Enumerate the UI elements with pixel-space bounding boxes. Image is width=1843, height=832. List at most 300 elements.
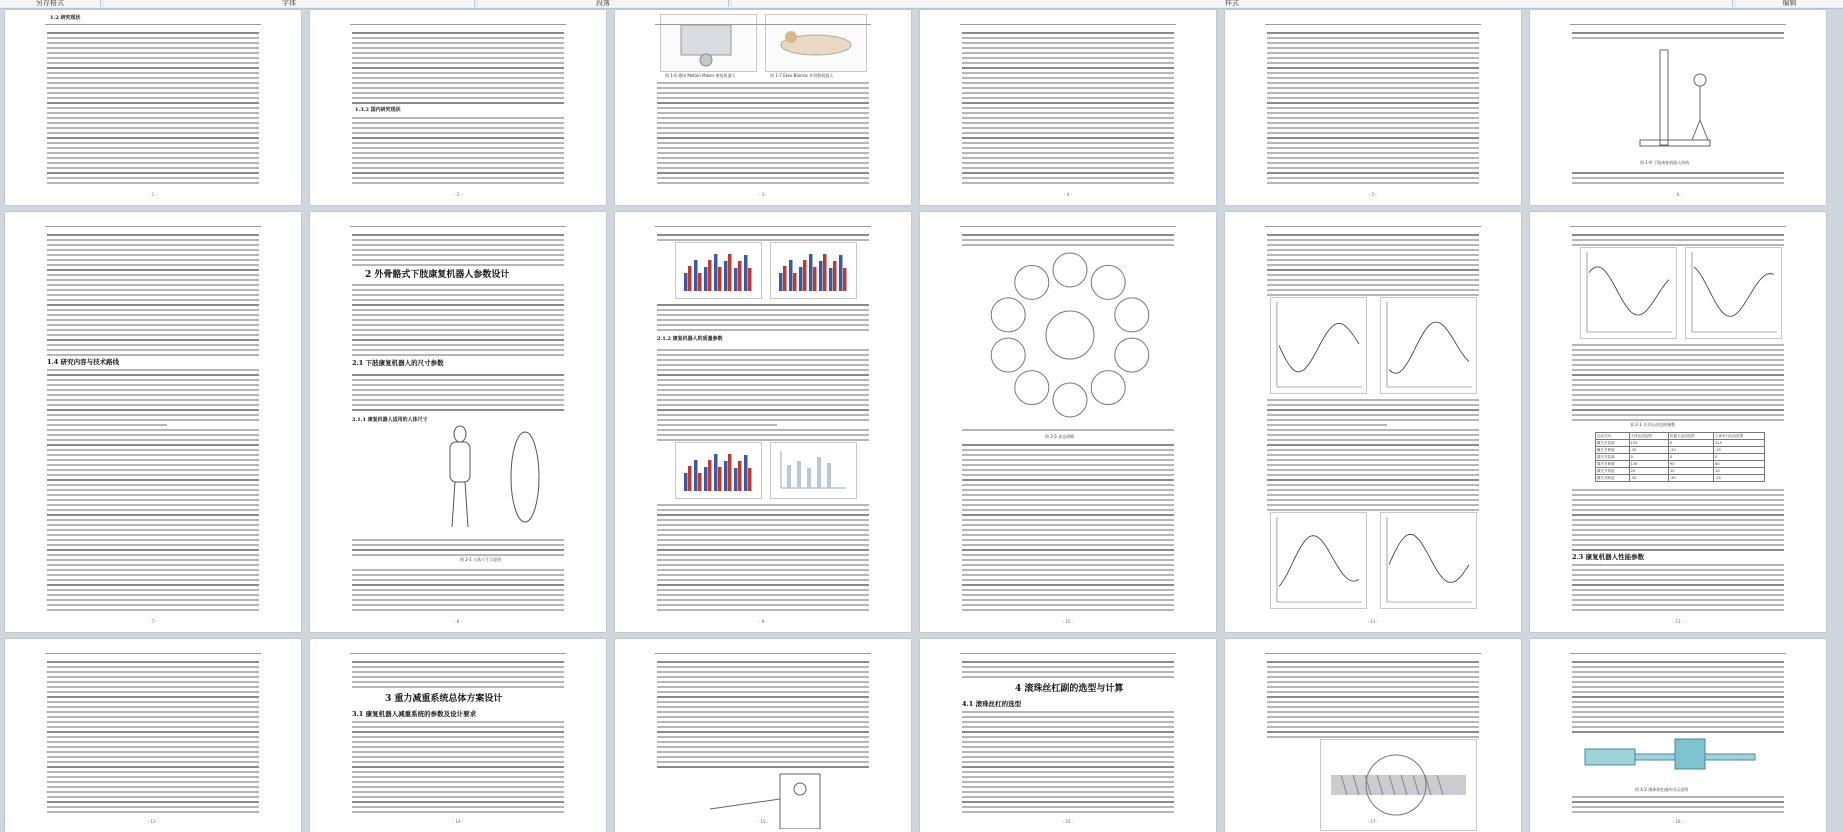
text-line [352, 409, 564, 411]
text-line [962, 549, 1174, 551]
text-line [47, 589, 259, 591]
text-line [657, 152, 869, 154]
document-page-2[interactable] [310, 10, 606, 205]
text-line [657, 756, 869, 758]
text-line [1267, 666, 1479, 668]
text-line [1267, 469, 1479, 471]
text-line [657, 122, 869, 124]
document-page-1[interactable] [5, 10, 301, 205]
text-line [657, 97, 869, 99]
text-line [1572, 494, 1784, 496]
text-line [1572, 344, 1784, 346]
bar-mark [694, 460, 698, 491]
text-line [352, 167, 564, 169]
text-line [1572, 681, 1784, 683]
text-line [962, 594, 1174, 596]
page-header-rule [1265, 24, 1481, 25]
text-line [1267, 686, 1479, 688]
text-line [1572, 374, 1784, 376]
text-line [352, 142, 564, 144]
bar-mark [698, 473, 702, 491]
text-line [47, 559, 259, 561]
text-line [352, 404, 564, 406]
text-line [962, 736, 1174, 738]
text-line [1572, 589, 1784, 591]
page-header-rule [350, 653, 566, 654]
text-line [657, 399, 869, 401]
text-line [1572, 239, 1784, 241]
bar-mark [688, 466, 692, 491]
text-line [47, 142, 259, 144]
text-line [962, 599, 1174, 601]
table-cell: 髋关节屈曲 [1596, 440, 1630, 447]
document-page-8[interactable] [310, 212, 606, 632]
gait-phase-circle [991, 338, 1025, 372]
text-line [962, 569, 1174, 571]
subsection-heading: 2.1.2 康复机器人的质量参数 [657, 336, 723, 342]
text-line [1267, 52, 1479, 54]
text-line [657, 434, 869, 436]
text-line [1572, 514, 1784, 516]
text-line [352, 52, 564, 54]
text-line [962, 564, 1174, 566]
text-line [1572, 726, 1784, 728]
text-line [657, 234, 869, 236]
text-line [962, 811, 1174, 813]
bar-mark [714, 454, 718, 491]
text-line [962, 459, 1174, 461]
text-line [657, 404, 869, 406]
text-line [657, 726, 869, 728]
text-line [47, 177, 259, 179]
text-line [962, 574, 1174, 576]
text-line [1572, 524, 1784, 526]
text-line [1572, 711, 1784, 713]
text-line [1572, 801, 1784, 803]
text-line [352, 681, 564, 683]
text-line [47, 299, 259, 301]
text-line [47, 519, 259, 521]
text-line [47, 756, 259, 758]
text-line [962, 514, 1174, 516]
page-header-rule [350, 226, 566, 227]
text-line [352, 132, 564, 134]
figure-caption: 图 4-2 滚珠丝杠副传动示意图 [1635, 787, 1689, 792]
text-line [47, 339, 259, 341]
text-line [352, 379, 564, 381]
table-cell: 0 [1669, 454, 1714, 461]
page-number: - 13 - [147, 819, 159, 824]
text-line [352, 726, 564, 728]
text-line [47, 806, 259, 808]
table-cell: 0 [1714, 454, 1765, 461]
text-line [962, 157, 1174, 159]
table-cell: 135 [1629, 461, 1668, 468]
3d-chart-figure [770, 442, 857, 499]
text-line [1572, 609, 1784, 611]
text-line [962, 529, 1174, 531]
text-line [1267, 137, 1479, 139]
text-line [1572, 489, 1784, 491]
text-line [962, 791, 1174, 793]
document-page-4[interactable] [920, 10, 1216, 205]
text-line [352, 584, 564, 586]
text-line [1572, 701, 1784, 703]
text-line [657, 424, 777, 426]
table-cell: -20 [1669, 447, 1714, 454]
text-line [657, 711, 869, 713]
text-line [352, 329, 564, 331]
text-line [47, 716, 259, 718]
bar-mark [793, 273, 797, 291]
text-line [1572, 414, 1784, 416]
text-line [1267, 661, 1479, 663]
figure-caption: 图 1-6 德国 Motion Maker 康复机器人 [665, 73, 736, 78]
text-line [352, 349, 564, 351]
text-line [47, 182, 259, 184]
text-line [962, 454, 1174, 456]
text-line [1267, 112, 1479, 114]
text-line [352, 354, 564, 356]
text-line [352, 661, 564, 663]
table-cell: 髋关节伸展 [1596, 447, 1630, 454]
document-page-14[interactable] [310, 639, 606, 832]
text-line [1572, 731, 1784, 733]
table-row [1596, 447, 1765, 454]
text-line [962, 127, 1174, 129]
text-line [47, 539, 259, 541]
text-line [962, 741, 1174, 743]
table-cell: 10 [1714, 468, 1765, 475]
page-number: - 2 - [454, 192, 462, 197]
text-line [352, 244, 564, 246]
text-line [1267, 676, 1479, 678]
text-line [1572, 706, 1784, 708]
figure-caption: 图 1-9 下肢康复机器人结构 [1640, 160, 1690, 165]
text-line [352, 117, 564, 119]
curve-line [1589, 267, 1669, 315]
document-page-9[interactable] [615, 212, 911, 632]
text-line [1267, 102, 1479, 104]
chapter-title: 3 重力减重系统总体方案设计 [385, 694, 503, 704]
document-page-17[interactable] [1225, 639, 1521, 832]
text-line [352, 82, 564, 84]
text-line [1267, 294, 1479, 296]
bar-mark [734, 268, 738, 291]
text-line [962, 509, 1174, 511]
document-page-18[interactable] [1530, 639, 1826, 832]
text-line [1267, 439, 1479, 441]
text-line [657, 429, 869, 431]
text-line [1267, 419, 1479, 421]
axis-line [1277, 517, 1362, 602]
document-page-3[interactable] [615, 10, 911, 205]
table-header-cell: 人体步行运动范围 [1714, 433, 1765, 440]
tab-font[interactable]: 字体 [104, 0, 475, 7]
text-line [352, 97, 564, 99]
document-page-6[interactable] [1530, 10, 1826, 205]
section-heading: 1.2 研究现状 [50, 15, 81, 21]
table-cell: 125 [1629, 440, 1668, 447]
text-line [1267, 716, 1479, 718]
text-line [47, 157, 259, 159]
table-header-cell: 机器人运动范围 [1669, 433, 1714, 440]
text-line [962, 721, 1174, 723]
text-line [962, 137, 1174, 139]
text-line [1267, 152, 1479, 154]
text-line [657, 439, 869, 441]
tab-save-format[interactable]: 另存格式 [0, 0, 101, 7]
text-line [1572, 806, 1784, 808]
text-line [657, 696, 869, 698]
text-line [962, 147, 1174, 149]
axis-line [1692, 252, 1777, 332]
text-line [47, 239, 259, 241]
text-line [1267, 239, 1479, 241]
text-line [657, 671, 869, 673]
text-line [47, 137, 259, 139]
text-line [47, 666, 259, 668]
page-number: - 18 - [1672, 819, 1684, 824]
bar-mark [789, 260, 793, 291]
text-line [1572, 394, 1784, 396]
text-line [657, 599, 869, 601]
text-line [47, 72, 259, 74]
document-page-10[interactable] [920, 212, 1216, 632]
text-line [962, 464, 1174, 466]
text-line [47, 766, 259, 768]
text-line [657, 676, 869, 678]
text-line [352, 62, 564, 64]
text-line [1267, 77, 1479, 79]
text-line [47, 676, 259, 678]
text-line [657, 584, 869, 586]
text-line [1267, 274, 1479, 276]
text-line [962, 534, 1174, 536]
text-line [657, 107, 869, 109]
text-line [962, 52, 1174, 54]
text-line [1572, 504, 1784, 506]
bar-mark [694, 260, 698, 291]
chapter-title: 2 外骨骼式下肢康复机器人参数设计 [365, 270, 510, 280]
document-page-16[interactable] [920, 639, 1216, 832]
table-header-cell: 运动方向 [1596, 433, 1630, 440]
text-line [47, 172, 259, 174]
table-cell: -30 [1629, 447, 1668, 454]
bar-mark [684, 273, 688, 291]
text-line [1267, 509, 1479, 511]
text-line [657, 604, 869, 606]
text-line [352, 32, 564, 34]
text-line [1572, 389, 1784, 391]
text-line [352, 766, 564, 768]
text-line [47, 479, 259, 481]
text-line [47, 484, 259, 486]
text-line [1267, 269, 1479, 271]
text-line [1267, 87, 1479, 89]
text-line [1267, 289, 1479, 291]
text-line [962, 77, 1174, 79]
text-line [352, 37, 564, 39]
text-line [962, 122, 1174, 124]
text-line [47, 599, 259, 601]
text-line [962, 716, 1174, 718]
text-line [47, 162, 259, 164]
text-line [47, 264, 259, 266]
text-line [47, 686, 259, 688]
text-line [1267, 92, 1479, 94]
text-line [47, 584, 259, 586]
text-line [1267, 489, 1479, 491]
text-line [352, 289, 564, 291]
text-line [47, 304, 259, 306]
page-header-rule [1570, 653, 1786, 654]
text-line [1267, 474, 1479, 476]
text-line [47, 147, 259, 149]
document-page-7[interactable] [5, 212, 301, 632]
table-cell: 膝关节伸展 [1596, 461, 1630, 468]
gait-cycle-figure [975, 247, 1165, 422]
text-line [352, 806, 564, 808]
text-line [657, 691, 869, 693]
text-line [1267, 147, 1479, 149]
text-line [47, 244, 259, 246]
text-line [1572, 359, 1784, 361]
page-number: - 11 - [1367, 619, 1379, 624]
page-header-rule [45, 24, 261, 25]
text-line [352, 177, 564, 179]
text-line [352, 604, 564, 606]
text-line [1267, 494, 1479, 496]
tab-edit[interactable]: 编辑 [1736, 0, 1843, 7]
page-header-rule [1265, 653, 1481, 654]
text-line [47, 374, 259, 376]
text-line [657, 589, 869, 591]
text-line [47, 549, 259, 551]
text-line [962, 771, 1174, 773]
text-line [47, 289, 259, 291]
page-header-rule [960, 24, 1176, 25]
text-line [1572, 811, 1784, 813]
text-line [352, 574, 564, 576]
text-line [47, 696, 259, 698]
page-header-rule [655, 24, 871, 25]
text-line [352, 736, 564, 738]
text-line [657, 414, 869, 416]
text-line [962, 796, 1174, 798]
text-line [352, 771, 564, 773]
tab-styles[interactable]: 样式 [732, 0, 1733, 7]
joint-angle-figure [1270, 512, 1367, 609]
document-page-13[interactable] [5, 639, 301, 832]
text-line [657, 509, 869, 511]
text-line [657, 369, 869, 371]
text-line [962, 132, 1174, 134]
text-line [47, 711, 259, 713]
bar-mark [734, 468, 738, 491]
gait-phase-circle [1091, 371, 1125, 405]
text-line [1572, 177, 1784, 179]
text-line [1267, 504, 1479, 506]
text-line [47, 439, 259, 441]
text-line [1572, 549, 1784, 551]
bar-mark [684, 473, 688, 491]
page-number: - 5 - [1369, 192, 1377, 197]
text-line [352, 122, 564, 124]
text-line [47, 661, 259, 663]
axis-line [1277, 302, 1362, 387]
text-line [1572, 691, 1784, 693]
table-cell: 60 [1714, 461, 1765, 468]
text-line [657, 681, 869, 683]
gait-phase-circle [1015, 371, 1049, 405]
bar-mark [839, 255, 843, 291]
text-line [962, 72, 1174, 74]
text-line [1267, 671, 1479, 673]
section-heading: 4.1 滚珠丝杠的选型 [962, 700, 1022, 708]
document-page-11[interactable] [1225, 212, 1521, 632]
text-line [47, 514, 259, 516]
text-line [352, 686, 564, 688]
text-line [962, 726, 1174, 728]
page-header-rule [1570, 226, 1786, 227]
text-line [657, 309, 869, 311]
text-line [352, 544, 564, 546]
text-line [47, 404, 259, 406]
text-line [352, 374, 564, 376]
text-line [352, 147, 564, 149]
text-line [47, 32, 259, 34]
text-line [657, 554, 869, 556]
chapter-title: 4 滚珠丝杠副的选型与计算 [1015, 684, 1124, 694]
document-page-15[interactable] [615, 639, 911, 832]
text-line [352, 384, 564, 386]
text-line [962, 172, 1174, 174]
text-line [962, 676, 1174, 678]
robot-structure-figure [1600, 40, 1750, 155]
text-line [47, 504, 259, 506]
text-line [352, 314, 564, 316]
bar-mark [783, 266, 787, 291]
text-line [962, 37, 1174, 39]
text-line [47, 811, 259, 813]
bar-mark [779, 273, 783, 291]
text-line [47, 574, 259, 576]
page-number: - 9 - [759, 619, 767, 624]
text-line [657, 349, 869, 351]
text-line [47, 731, 259, 733]
text-line [1572, 594, 1784, 596]
document-page-5[interactable] [1225, 10, 1521, 205]
document-page-12[interactable] [1530, 212, 1826, 632]
text-line [962, 449, 1174, 451]
text-line [657, 324, 869, 326]
text-line [1572, 529, 1784, 531]
text-line [1267, 681, 1479, 683]
text-line [657, 87, 869, 89]
text-line [1572, 354, 1784, 356]
text-line [1572, 172, 1784, 174]
text-line [962, 167, 1174, 169]
page-number: - 6 - [1674, 192, 1682, 197]
text-line [657, 766, 869, 768]
text-line [962, 554, 1174, 556]
text-line [47, 394, 259, 396]
text-line [657, 609, 869, 611]
text-line [657, 721, 869, 723]
text-line [352, 741, 564, 743]
tab-paragraph[interactable]: 段落 [478, 0, 729, 7]
